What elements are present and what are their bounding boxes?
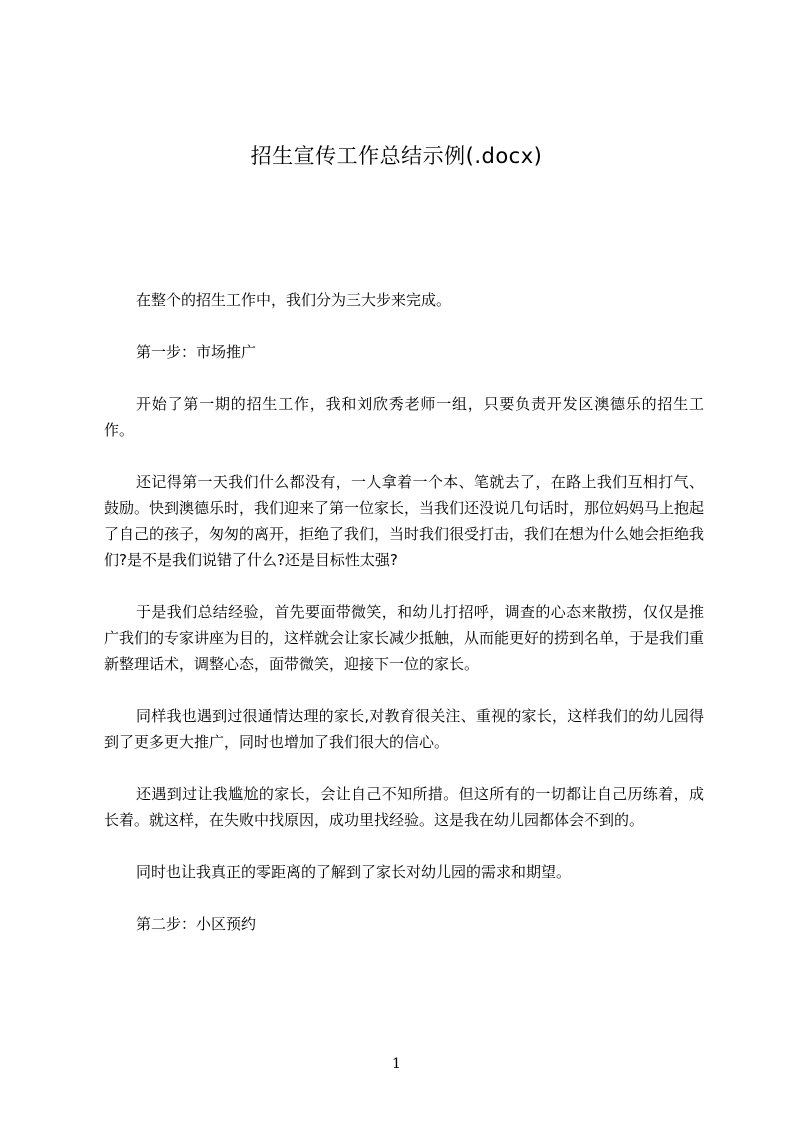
paragraph-understanding: 同时也让我真正的零距离的了解到了家长对幼儿园的需求和期望。 bbox=[136, 863, 572, 881]
paragraph-awkward-parents: 还遇到过让我尴尬的家长，会让自己不知所措。但这所有的一切都让自己历练着，成长着。就这样，在失败中找原因，成功里找经验。这是我在幼儿园都体会不到的。 bbox=[104, 785, 704, 829]
paragraph-intro: 在整个的招生工作中，我们分为三大步来完成。 bbox=[136, 291, 452, 309]
paragraph-experience: 于是我们总结经验，首先要面带微笑，和幼儿打招呼，调查的心态来散捞，仅仅是推广我们的专家讲座为目的，这样就会让家长减少抵触，从而能更好的捞到名单，于是我们重新整理话术，调整心态，面带微笑，迎接下一位的家长。 bbox=[104, 603, 705, 673]
paragraph-first-day: 还记得第一天我们什么都没有，一人拿着一个本、笔就去了，在路上我们互相打气、鼓励。快到澳德乐时，我们迎来了第一位家长，当我们还没说几句话时，那位妈妈马上抱起了自己的孩子，匆匆的离开，拒绝了我们，当时我们很受打击，我们在想为什么她会拒绝我们?是不是我们说错了什么?还是目标性太强? bbox=[104, 473, 705, 569]
page-number: 1 bbox=[392, 1056, 401, 1072]
document-body bbox=[104, 287, 704, 963]
document-title: 招生宣传工作总结示例(.docx) bbox=[250, 144, 543, 168]
paragraph-step-two-heading: 第二步：小区预约 bbox=[136, 915, 257, 933]
paragraph-reasonable-parents: 同样我也遇到过很通情达理的家长,对教育很关注、重视的家长，这样我们的幼儿园得到了更多更大推广，同时也增加了我们很大的信心。 bbox=[104, 707, 704, 751]
paragraph-step-one-heading: 第一步：市场推广 bbox=[136, 343, 257, 361]
paragraph-first-period: 开始了第一期的招生工作，我和刘欣秀老师一组，只要负责开发区澳德乐的招生工作。 bbox=[104, 395, 704, 439]
